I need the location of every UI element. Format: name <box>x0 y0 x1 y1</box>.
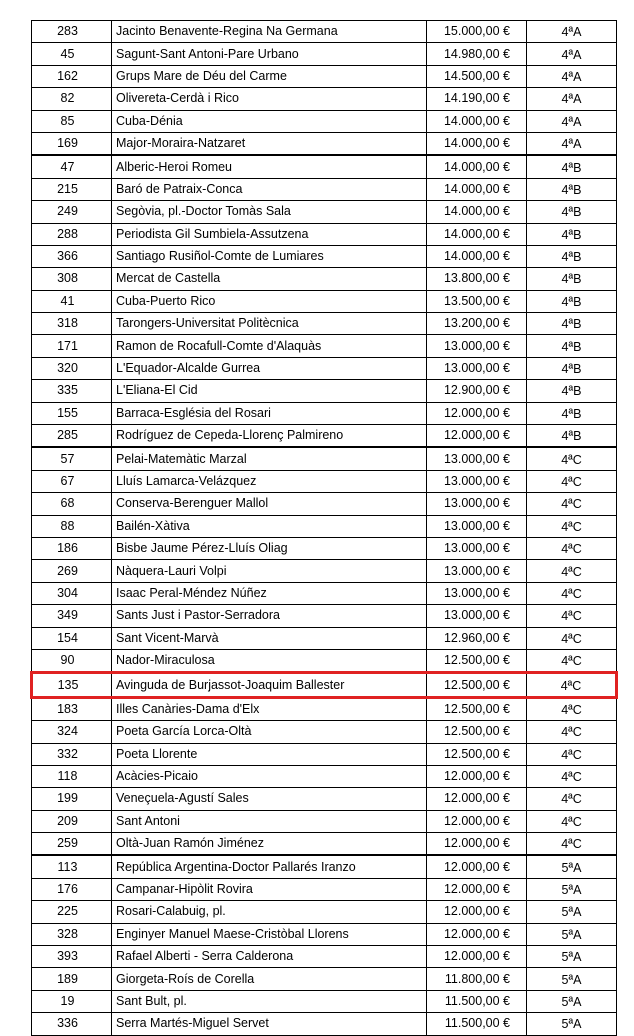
category-cell: 4ªB <box>527 425 617 448</box>
falla-name-cell: Conserva-Berenguer Mallol <box>112 493 427 515</box>
amount-cell: 12.500,00 € <box>427 721 527 743</box>
falla-number-cell: 269 <box>32 560 112 582</box>
category-cell: 5ªA <box>527 990 617 1012</box>
falla-name-cell: Lluís Lamarca-Velázquez <box>112 470 427 492</box>
falla-number-cell: 209 <box>32 810 112 832</box>
falla-number-cell: 225 <box>32 901 112 923</box>
category-cell: 4ªC <box>527 697 617 720</box>
amount-cell: 15.000,00 € <box>427 21 527 43</box>
falla-name-cell: Acàcies-Picaio <box>112 765 427 787</box>
falla-name-cell: República Argentina-Doctor Pallarés Iranzo <box>112 855 427 878</box>
table-row <box>32 649 617 672</box>
falla-number-cell: 135 <box>32 673 112 697</box>
amount-cell: 14.000,00 € <box>427 223 527 245</box>
falla-number-cell: 335 <box>32 380 112 402</box>
amount-cell: 13.800,00 € <box>427 268 527 290</box>
falla-number-cell: 328 <box>32 923 112 945</box>
falla-number-cell: 176 <box>32 878 112 900</box>
falla-name-cell: Giorgeta-Roís de Corella <box>112 968 427 990</box>
category-cell: 4ªB <box>527 245 617 267</box>
falla-name-cell: L'Eliana-El Cid <box>112 380 427 402</box>
falla-name-cell: Olivereta-Cerdà i Rico <box>112 88 427 110</box>
amount-cell: 12.500,00 € <box>427 673 527 697</box>
amount-cell: 13.000,00 € <box>427 493 527 515</box>
category-cell: 4ªC <box>527 470 617 492</box>
falla-name-cell: Baró de Patraix-Conca <box>112 178 427 200</box>
table-row <box>32 923 617 945</box>
category-cell: 4ªC <box>527 627 617 649</box>
category-cell: 4ªC <box>527 788 617 810</box>
table-row <box>32 537 617 559</box>
amount-cell: 13.500,00 € <box>427 290 527 312</box>
table-row <box>32 515 617 537</box>
falla-name-cell: Poeta Llorente <box>112 743 427 765</box>
category-cell: 5ªA <box>527 878 617 900</box>
category-cell: 4ªC <box>527 810 617 832</box>
category-cell: 4ªB <box>527 402 617 424</box>
amount-cell: 12.900,00 € <box>427 380 527 402</box>
falla-number-cell: 67 <box>32 470 112 492</box>
falla-number-cell: 88 <box>32 515 112 537</box>
amount-cell: 11.500,00 € <box>427 990 527 1012</box>
table-row <box>32 810 617 832</box>
category-cell: 4ªA <box>527 132 617 155</box>
category-cell: 4ªB <box>527 223 617 245</box>
falla-number-cell: 215 <box>32 178 112 200</box>
falla-number-cell: 171 <box>32 335 112 357</box>
amount-cell: 14.980,00 € <box>427 43 527 65</box>
falla-number-cell: 155 <box>32 402 112 424</box>
category-cell: 5ªA <box>527 855 617 878</box>
falla-number-cell: 68 <box>32 493 112 515</box>
category-cell: 4ªC <box>527 537 617 559</box>
table-row <box>32 201 617 223</box>
amount-cell: 13.200,00 € <box>427 313 527 335</box>
falla-name-cell: Jacinto Benavente-Regina Na Germana <box>112 21 427 43</box>
table-row <box>32 268 617 290</box>
amount-cell: 14.000,00 € <box>427 245 527 267</box>
table-row <box>32 582 617 604</box>
falla-name-cell: Nador-Miraculosa <box>112 649 427 672</box>
table-row <box>32 178 617 200</box>
falla-number-cell: 336 <box>32 1013 112 1035</box>
falla-number-cell: 366 <box>32 245 112 267</box>
amount-cell: 12.000,00 € <box>427 833 527 856</box>
amount-cell: 12.000,00 € <box>427 923 527 945</box>
category-cell: 5ªA <box>527 923 617 945</box>
falla-number-cell: 19 <box>32 990 112 1012</box>
falla-number-cell: 118 <box>32 765 112 787</box>
falla-name-cell: Ramon de Rocafull-Comte d'Alaquàs <box>112 335 427 357</box>
amount-cell: 14.500,00 € <box>427 65 527 87</box>
falla-name-cell: Barraca-Església del Rosari <box>112 402 427 424</box>
amount-cell: 14.000,00 € <box>427 201 527 223</box>
falla-name-cell: Rodríguez de Cepeda-Llorenç Palmireno <box>112 425 427 448</box>
category-cell: 4ªA <box>527 110 617 132</box>
falla-name-cell: Nàquera-Lauri Volpi <box>112 560 427 582</box>
table-row <box>32 223 617 245</box>
amount-cell: 14.000,00 € <box>427 178 527 200</box>
falla-name-cell: Cuba-Puerto Rico <box>112 290 427 312</box>
table-row <box>32 357 617 379</box>
amount-cell: 12.000,00 € <box>427 855 527 878</box>
table-row <box>32 968 617 990</box>
falla-number-cell: 45 <box>32 43 112 65</box>
falla-name-cell: Veneçuela-Agustí Sales <box>112 788 427 810</box>
falla-name-cell: Bisbe Jaume Pérez-Lluís Oliag <box>112 537 427 559</box>
amount-cell: 12.500,00 € <box>427 697 527 720</box>
category-cell: 4ªC <box>527 765 617 787</box>
category-cell: 5ªA <box>527 946 617 968</box>
amount-cell: 13.000,00 € <box>427 357 527 379</box>
falla-number-cell: 189 <box>32 968 112 990</box>
category-cell: 4ªB <box>527 268 617 290</box>
falla-number-cell: 349 <box>32 605 112 627</box>
table-row <box>32 245 617 267</box>
falla-name-cell: Pelai-Matemàtic Marzal <box>112 447 427 470</box>
falla-number-cell: 308 <box>32 268 112 290</box>
category-cell: 4ªC <box>527 743 617 765</box>
amount-cell: 13.000,00 € <box>427 605 527 627</box>
category-cell: 4ªA <box>527 21 617 43</box>
table-row <box>32 878 617 900</box>
category-cell: 4ªA <box>527 43 617 65</box>
table-row <box>32 313 617 335</box>
table-row <box>32 470 617 492</box>
category-cell: 4ªA <box>527 88 617 110</box>
table-row <box>32 402 617 424</box>
falla-name-cell: L'Equador-Alcalde Gurrea <box>112 357 427 379</box>
falla-budget-table-sheet <box>30 20 615 1036</box>
table-row <box>32 721 617 743</box>
falla-budget-table <box>30 20 618 1036</box>
amount-cell: 12.000,00 € <box>427 425 527 448</box>
table-row <box>32 627 617 649</box>
amount-cell: 12.000,00 € <box>427 878 527 900</box>
falla-number-cell: 57 <box>32 447 112 470</box>
table-row-highlighted <box>32 673 617 697</box>
amount-cell: 12.000,00 € <box>427 810 527 832</box>
category-cell: 4ªB <box>527 178 617 200</box>
falla-number-cell: 249 <box>32 201 112 223</box>
category-cell: 4ªB <box>527 313 617 335</box>
falla-name-cell: Sant Antoni <box>112 810 427 832</box>
category-cell: 4ªC <box>527 673 617 697</box>
amount-cell: 12.960,00 € <box>427 627 527 649</box>
falla-name-cell: Sagunt-Sant Antoni-Pare Urbano <box>112 43 427 65</box>
amount-cell: 12.500,00 € <box>427 743 527 765</box>
table-row <box>32 493 617 515</box>
amount-cell: 13.000,00 € <box>427 560 527 582</box>
falla-name-cell: Sant Vicent-Marvà <box>112 627 427 649</box>
amount-cell: 11.500,00 € <box>427 1013 527 1035</box>
falla-name-cell: Santiago Rusiñol-Comte de Lumiares <box>112 245 427 267</box>
category-cell: 4ªB <box>527 335 617 357</box>
falla-number-cell: 186 <box>32 537 112 559</box>
amount-cell: 12.000,00 € <box>427 946 527 968</box>
category-cell: 4ªC <box>527 447 617 470</box>
table-row <box>32 833 617 856</box>
falla-name-cell: Bailén-Xàtiva <box>112 515 427 537</box>
falla-number-cell: 285 <box>32 425 112 448</box>
amount-cell: 13.000,00 € <box>427 470 527 492</box>
category-cell: 4ªC <box>527 649 617 672</box>
amount-cell: 13.000,00 € <box>427 447 527 470</box>
amount-cell: 14.000,00 € <box>427 110 527 132</box>
amount-cell: 13.000,00 € <box>427 537 527 559</box>
category-cell: 4ªB <box>527 155 617 178</box>
amount-cell: 14.000,00 € <box>427 155 527 178</box>
falla-name-cell: Segòvia, pl.-Doctor Tomàs Sala <box>112 201 427 223</box>
falla-name-cell: Sants Just i Pastor-Serradora <box>112 605 427 627</box>
falla-number-cell: 169 <box>32 132 112 155</box>
table-row <box>32 447 617 470</box>
amount-cell: 12.000,00 € <box>427 901 527 923</box>
table-row <box>32 697 617 720</box>
table-row <box>32 290 617 312</box>
category-cell: 4ªB <box>527 201 617 223</box>
falla-number-cell: 47 <box>32 155 112 178</box>
falla-number-cell: 41 <box>32 290 112 312</box>
category-cell: 5ªA <box>527 1013 617 1035</box>
falla-number-cell: 283 <box>32 21 112 43</box>
table-row <box>32 132 617 155</box>
amount-cell: 12.000,00 € <box>427 765 527 787</box>
amount-cell: 11.800,00 € <box>427 968 527 990</box>
category-cell: 4ªC <box>527 721 617 743</box>
falla-name-cell: Avinguda de Burjassot-Joaquim Ballester <box>112 673 427 697</box>
amount-cell: 12.000,00 € <box>427 402 527 424</box>
falla-name-cell: Enginyer Manuel Maese-Cristòbal Llorens <box>112 923 427 945</box>
falla-name-cell: Isaac Peral-Méndez Núñez <box>112 582 427 604</box>
table-row <box>32 1013 617 1035</box>
table-row <box>32 901 617 923</box>
category-cell: 4ªA <box>527 65 617 87</box>
falla-number-cell: 82 <box>32 88 112 110</box>
falla-number-cell: 199 <box>32 788 112 810</box>
falla-name-cell: Poeta García Lorca-Oltà <box>112 721 427 743</box>
table-body <box>32 21 617 1036</box>
category-cell: 4ªB <box>527 380 617 402</box>
table-row <box>32 425 617 448</box>
falla-name-cell: Rafael Alberti - Serra Calderona <box>112 946 427 968</box>
amount-cell: 14.190,00 € <box>427 88 527 110</box>
falla-number-cell: 183 <box>32 697 112 720</box>
falla-name-cell: Serra Martés-Miguel Servet <box>112 1013 427 1035</box>
category-cell: 4ªC <box>527 582 617 604</box>
amount-cell: 12.000,00 € <box>427 788 527 810</box>
falla-number-cell: 154 <box>32 627 112 649</box>
falla-name-cell: Major-Moraira-Natzaret <box>112 132 427 155</box>
falla-name-cell: Periodista Gil Sumbiela-Assutzena <box>112 223 427 245</box>
category-cell: 5ªA <box>527 901 617 923</box>
table-row <box>32 560 617 582</box>
amount-cell: 14.000,00 € <box>427 132 527 155</box>
falla-number-cell: 162 <box>32 65 112 87</box>
falla-number-cell: 288 <box>32 223 112 245</box>
falla-name-cell: Grups Mare de Déu del Carme <box>112 65 427 87</box>
table-row <box>32 380 617 402</box>
falla-name-cell: Mercat de Castella <box>112 268 427 290</box>
falla-name-cell: Alberic-Heroi Romeu <box>112 155 427 178</box>
table-row <box>32 990 617 1012</box>
table-row <box>32 88 617 110</box>
falla-name-cell: Rosari-Calabuig, pl. <box>112 901 427 923</box>
table-row <box>32 855 617 878</box>
falla-name-cell: Campanar-Hipòlit Rovira <box>112 878 427 900</box>
table-row <box>32 65 617 87</box>
falla-number-cell: 90 <box>32 649 112 672</box>
falla-number-cell: 304 <box>32 582 112 604</box>
falla-name-cell: Illes Canàries-Dama d'Elx <box>112 697 427 720</box>
falla-number-cell: 332 <box>32 743 112 765</box>
category-cell: 4ªC <box>527 605 617 627</box>
amount-cell: 12.500,00 € <box>427 649 527 672</box>
amount-cell: 13.000,00 € <box>427 515 527 537</box>
category-cell: 5ªA <box>527 968 617 990</box>
falla-number-cell: 113 <box>32 855 112 878</box>
table-row <box>32 110 617 132</box>
table-row <box>32 605 617 627</box>
falla-name-cell: Oltà-Juan Ramón Jiménez <box>112 833 427 856</box>
falla-name-cell: Sant Bult, pl. <box>112 990 427 1012</box>
falla-number-cell: 320 <box>32 357 112 379</box>
table-row <box>32 43 617 65</box>
falla-number-cell: 85 <box>32 110 112 132</box>
table-row <box>32 946 617 968</box>
table-row <box>32 743 617 765</box>
category-cell: 4ªC <box>527 515 617 537</box>
table-row <box>32 21 617 43</box>
category-cell: 4ªB <box>527 290 617 312</box>
category-cell: 4ªC <box>527 493 617 515</box>
falla-number-cell: 259 <box>32 833 112 856</box>
category-cell: 4ªB <box>527 357 617 379</box>
table-row <box>32 765 617 787</box>
falla-number-cell: 393 <box>32 946 112 968</box>
table-row <box>32 335 617 357</box>
falla-number-cell: 324 <box>32 721 112 743</box>
table-row <box>32 788 617 810</box>
amount-cell: 13.000,00 € <box>427 335 527 357</box>
amount-cell: 13.000,00 € <box>427 582 527 604</box>
category-cell: 4ªC <box>527 833 617 856</box>
table-row <box>32 155 617 178</box>
falla-name-cell: Cuba-Dénia <box>112 110 427 132</box>
falla-number-cell: 318 <box>32 313 112 335</box>
category-cell: 4ªC <box>527 560 617 582</box>
falla-name-cell: Tarongers-Universitat Politècnica <box>112 313 427 335</box>
